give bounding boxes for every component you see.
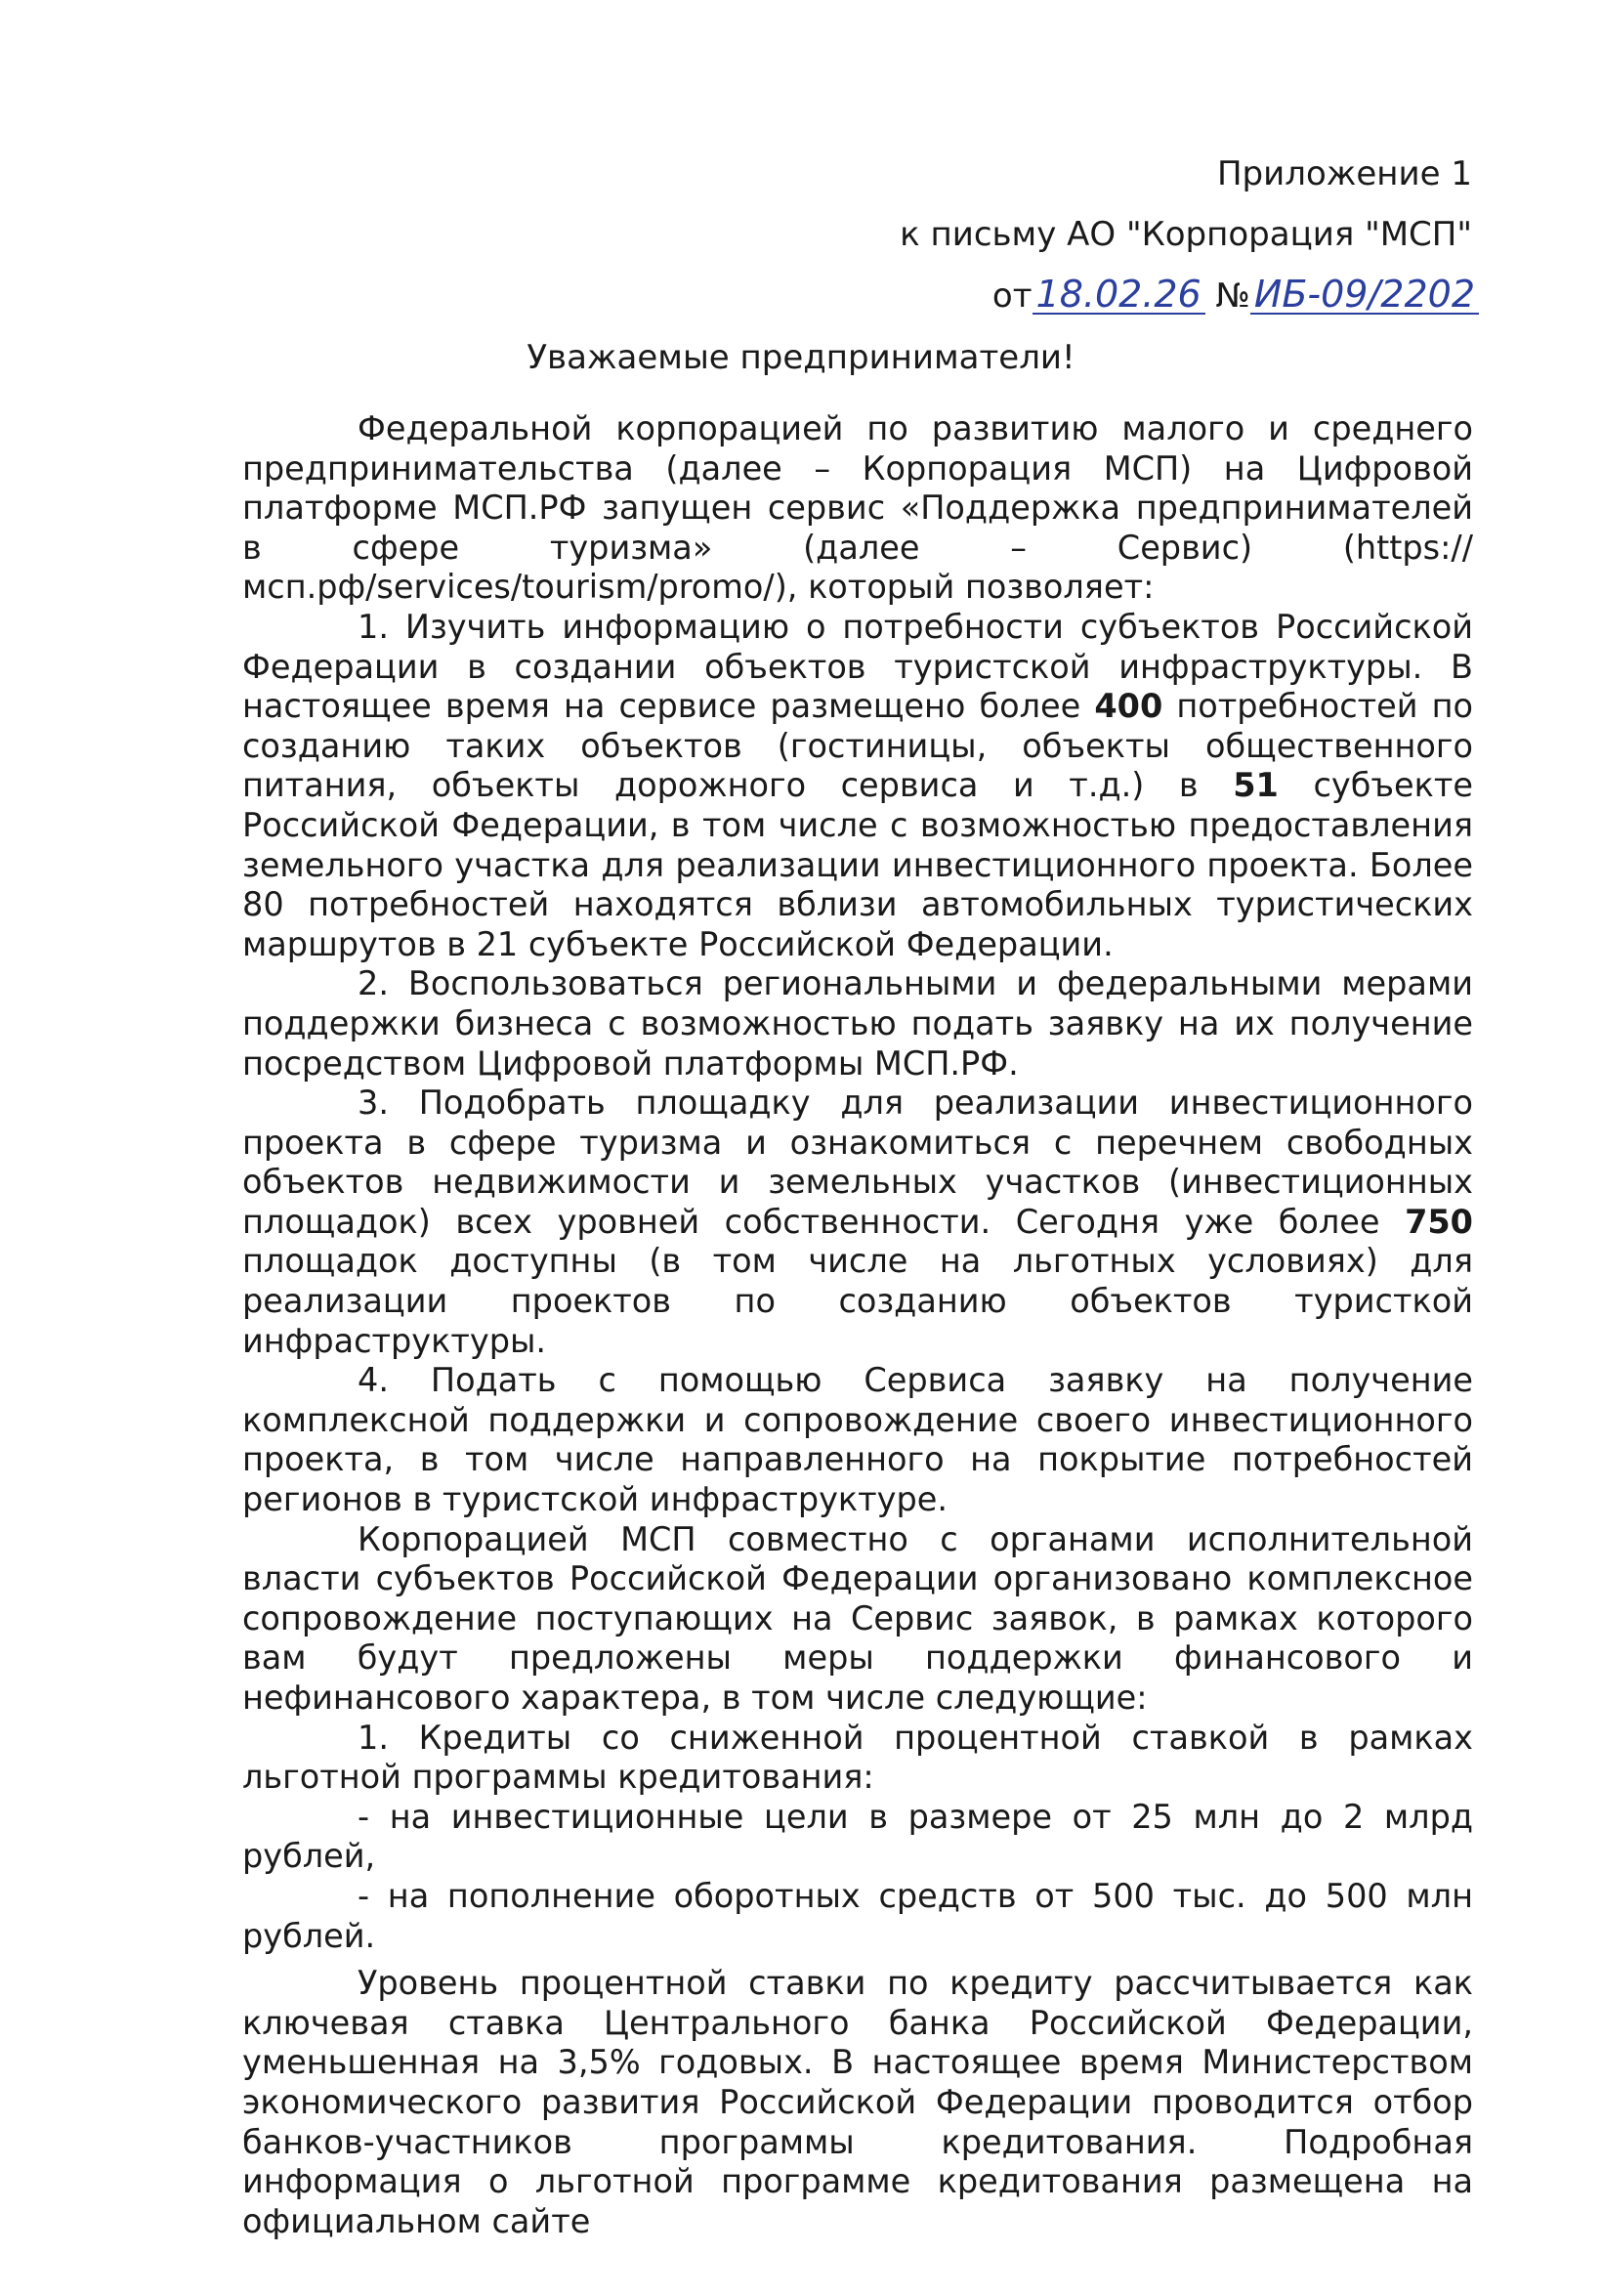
item3-text-b: площадок доступны (в том числе на льготных условиях) для реализации проектов по созданию объектов туристкой инфраструктуры. xyxy=(242,1242,1473,1360)
credit-title: 1. Кредиты со сниженной процентной ставкой в рамках льготной программы кредитования: xyxy=(242,1718,1473,1797)
item1-count-needs: 400 xyxy=(1094,687,1163,726)
rate-paragraph: Уровень процентной ставки по кредиту рассчитывается как ключевая ставка Центрального банка Российской Федерации, уменьшенная на 3,5% годовых. В настоящее время Министерством экономического развития Российской Федерации проводится отбор банков-участников программы кредитования. Подробная информация о льготной программе кредитования размещена на официальном сайте xyxy=(242,1964,1473,2240)
list-item-1 xyxy=(242,608,1473,964)
letter-reference: к письму АО "Корпорация "МСП" xyxy=(900,215,1472,254)
support-intro-paragraph: Корпорацией МСП совместно с органами исполнительной власти субъектов Российской Федерации организовано комплексное сопровождение поступающих на Сервис заявок, в рамках которого вам будут предложены меры поддержки финансового и нефинансового характера, в том числе следующие: xyxy=(242,1519,1473,1717)
credit-investment-line: - на инвестиционные цели в размере от 25 млн до 2 млрд рублей, xyxy=(242,1797,1473,1876)
number-prefix: № xyxy=(1215,276,1250,316)
item3-text-a: 3. Подобрать площадку для реализации инвестиционного проекта в сфере туризма и ознакомиться с перечнем свободных объектов недвижимости и земельных участков (инвестиционных площадок) всех уровней собственности. Сегодня уже более xyxy=(242,1084,1473,1241)
handwritten-date: 18.02.26 xyxy=(1033,276,1205,315)
greeting-heading: Уважаемые предприниматели! xyxy=(527,338,1075,377)
credit-working-capital-line: - на пополнение оборотных средств от 500 тыс. до 500 млн рублей. xyxy=(242,1876,1473,1955)
intro-paragraph: Федеральной корпорацией по развитию малого и среднего предпринимательства (далее – Корпорация МСП) на Цифровой платформе МСП.РФ запущен сервис «Поддержка предпринимателей в сфере туризма» (далее – Сервис) (https://мсп.рф/services/tourism/promo/), который позволяет: xyxy=(242,409,1473,607)
date-prefix: от xyxy=(991,276,1033,316)
item1-text-b: потребностей по созданию таких объектов (гостиницы, объекты общественного питания, объекты дорожного сервиса и т.д.) в xyxy=(242,687,1473,805)
handwritten-number: ИБ-09/2202 xyxy=(1250,276,1479,315)
item3-count-sites: 750 xyxy=(1405,1202,1473,1241)
item1-text-a: 1. Изучить информацию о потребности субъектов Российской Федерации в создании объектов туристской инфраструктуры. В настоящее время на сервисе размещено более xyxy=(242,607,1473,726)
list-item-2: 2. Воспользоваться региональными и федеральными мерами поддержки бизнеса с возможностью подать заявку на их получение посредством Цифровой платформы МСП.РФ. xyxy=(242,964,1473,1083)
appendix-label: Приложение 1 xyxy=(1216,154,1472,193)
date-number-line xyxy=(991,273,1479,316)
item1-count-regions: 51 xyxy=(1233,766,1279,805)
item1-text-c: субъекте Российской Федерации, в том числе с возможностью предоставления земельного участка для реализации инвестиционного проекта. Более 80 потребностей находятся вблизи автомобильных туристических маршрутов в 21 субъекте Российской Федерации. xyxy=(242,766,1473,963)
list-item-4: 4. Подать с помощью Сервиса заявку на получение комплексной поддержки и сопровождение своего инвестиционного проекта, в том числе направленного на покрытие потребностей регионов в туристской инфраструктуре. xyxy=(242,1361,1473,1519)
list-item-3 xyxy=(242,1084,1473,1361)
letter-body xyxy=(242,409,1473,2241)
